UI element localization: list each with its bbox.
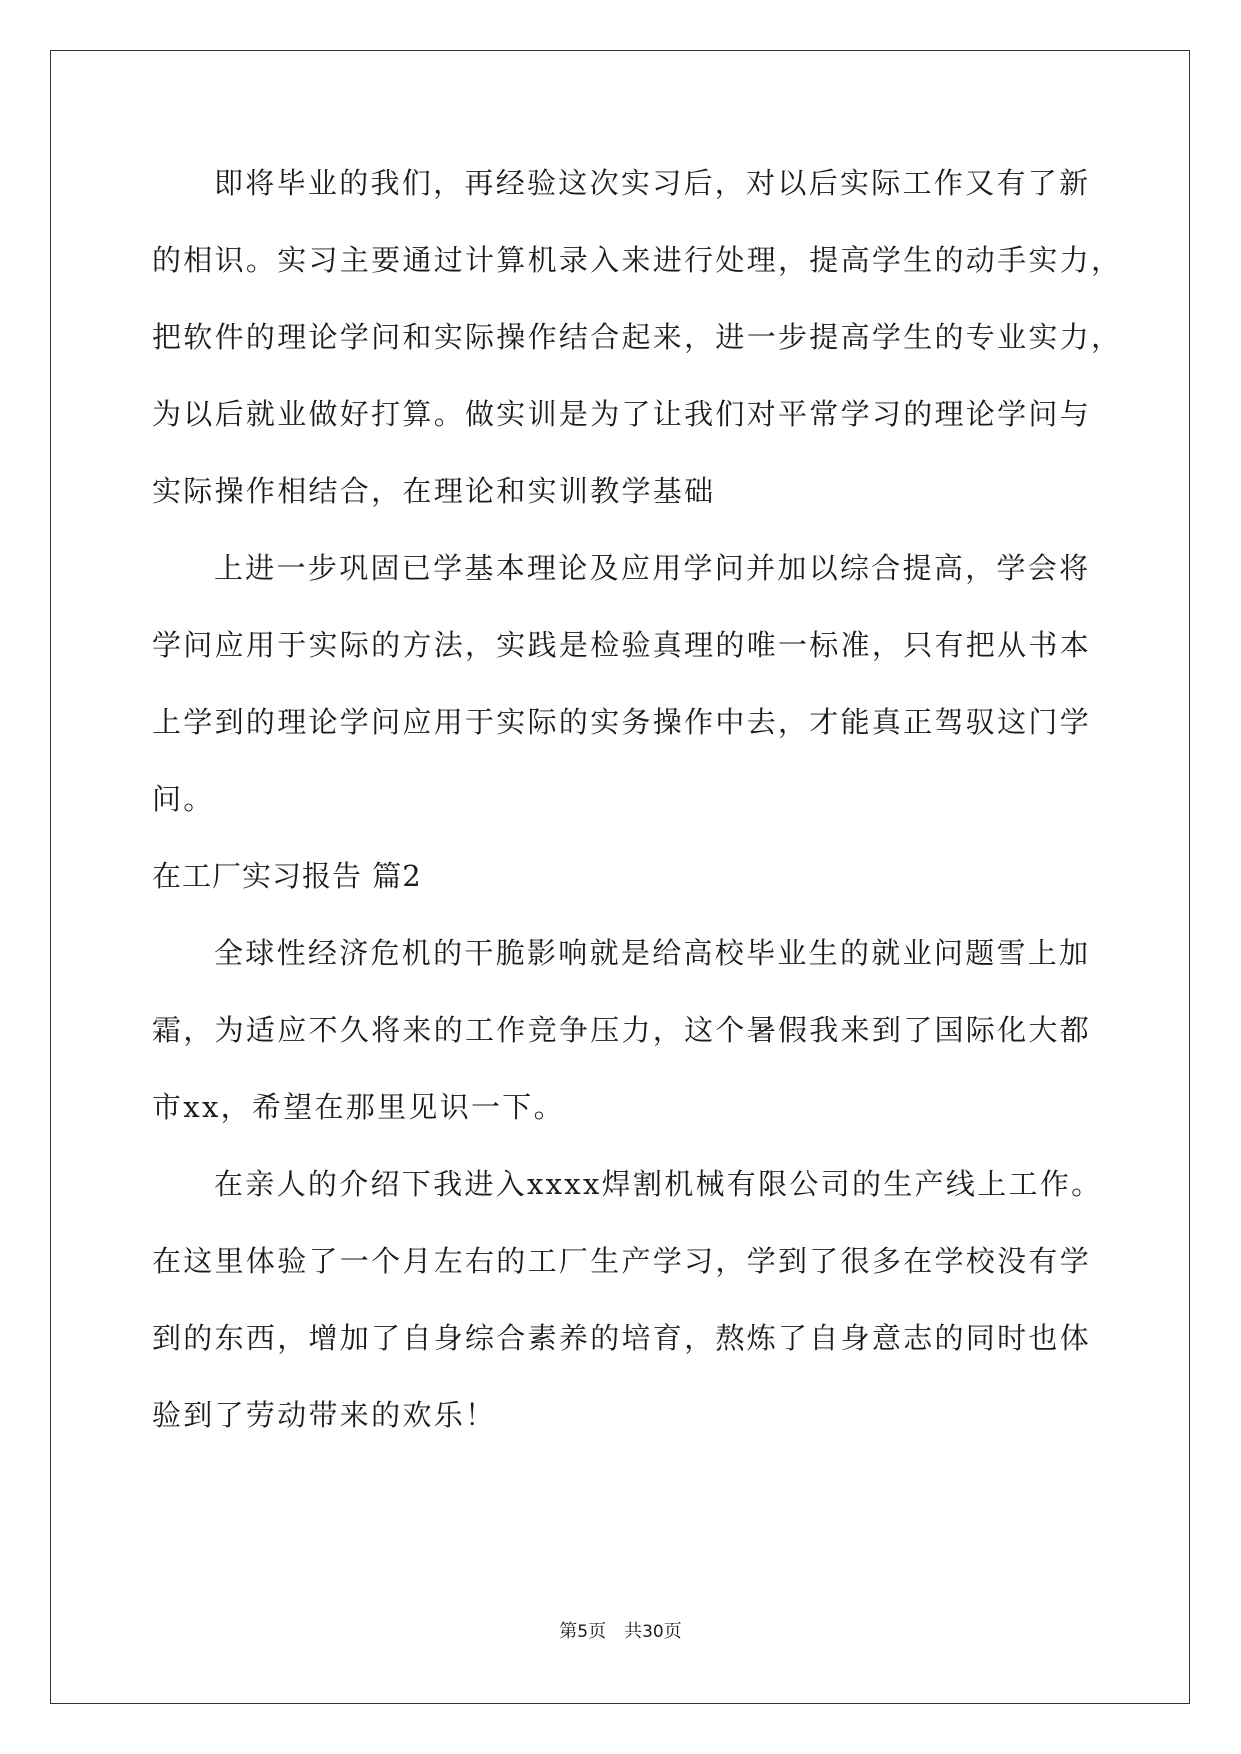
current-page-number: 5 — [577, 1622, 589, 1642]
paragraph-line: 学问应用于实际的方法，实践是检验真理的唯一标准，只有把从书本 — [152, 628, 1092, 662]
total-page-count: 30 — [642, 1622, 664, 1642]
paragraph-line: 霜，为适应不久将来的工作竞争压力，这个暑假我来到了国际化大都 — [152, 1013, 1092, 1047]
paragraph-line: 上学到的理论学问应用于实际的实务操作中去，才能真正驾驭这门学 — [152, 705, 1092, 739]
paragraph-line: 在这里体验了一个月左右的工厂生产学习，学到了很多在学校没有学 — [152, 1244, 1092, 1278]
paragraph-line: 为以后就业做好打算。做实训是为了让我们对平常学习的理论学问与 — [152, 397, 1092, 431]
paragraph-line: 验到了劳动带来的欢乐！ — [152, 1398, 497, 1432]
paragraph-line: 市xx，希望在那里见识一下。 — [152, 1090, 565, 1124]
paragraph-line: 问。 — [152, 782, 215, 816]
paragraph-line: 的相识。实习主要通过计算机录入来进行处理，提高学生的动手实力， — [152, 243, 1123, 277]
footer-prefix: 第 — [559, 1621, 578, 1642]
paragraph-line: 即将毕业的我们，再经验这次实习后，对以后实际工作又有了新 — [214, 166, 1091, 200]
paragraph-line: 上进一步巩固已学基本理论及应用学问并加以综合提高，学会将 — [214, 551, 1091, 585]
section-heading: 在工厂实习报告 篇2 — [152, 859, 422, 893]
page-footer — [0, 1620, 1241, 1644]
paragraph-line: 把软件的理论学问和实际操作结合起来，进一步提高学生的专业实力， — [152, 320, 1123, 354]
paragraph-line: 全球性经济危机的干脆影响就是给高校毕业生的就业问题雪上加 — [214, 936, 1091, 970]
footer-total-prefix: 共 — [624, 1621, 643, 1642]
paragraph-line: 到的东西，增加了自身综合素养的培育，熬炼了自身意志的同时也体 — [152, 1321, 1092, 1355]
footer-total-suffix: 页 — [663, 1621, 682, 1642]
paragraph-line: 实际操作相结合，在理论和实训教学基础 — [152, 474, 716, 508]
paragraph-line: 在亲人的介绍下我进入xxxx焊割机械有限公司的生产线上工作。 — [214, 1167, 1103, 1201]
footer-page-suffix: 页 — [588, 1621, 607, 1642]
